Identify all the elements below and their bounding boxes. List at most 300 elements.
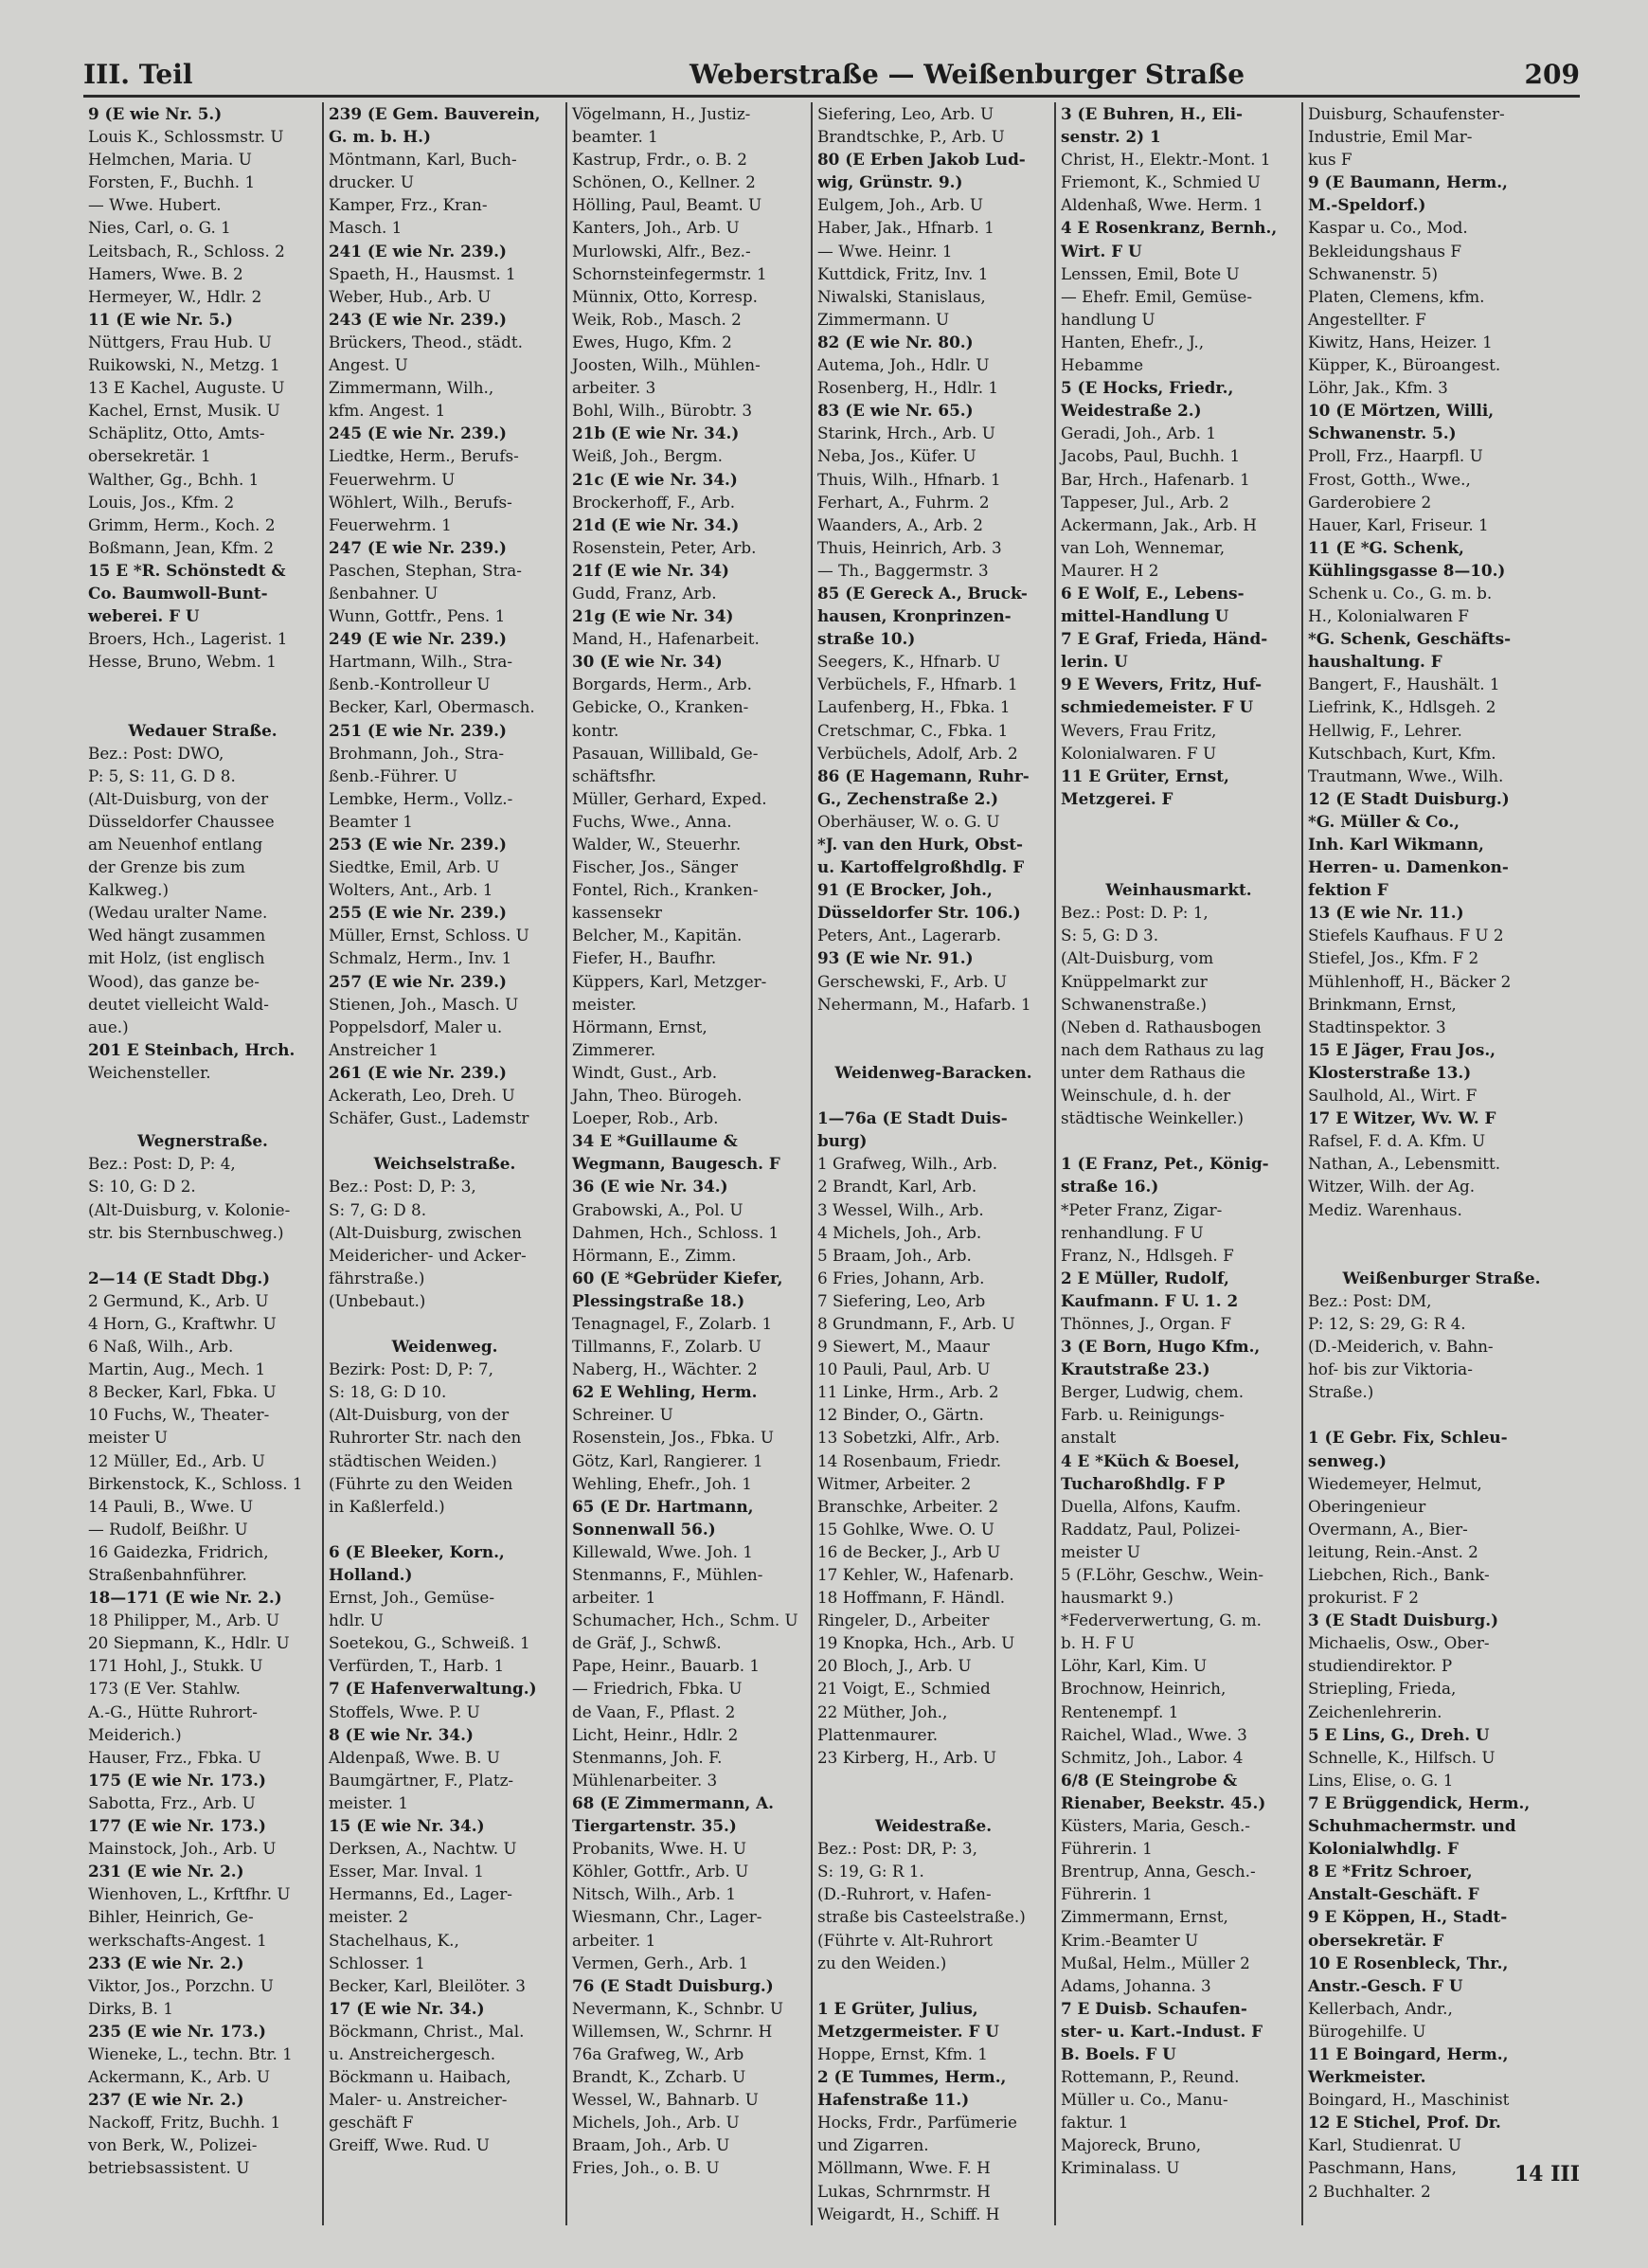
directory-entry-line: Hafenstraße 11.): [817, 2090, 970, 2110]
directory-entry-line: (Alt-Duisburg, v. Kolonie-: [88, 1199, 291, 1219]
directory-entry-line: Wed hängt zusammen: [88, 926, 266, 945]
directory-entry-line: 9 E Köppen, H., Stadt-: [1308, 1907, 1508, 1927]
directory-entry-line: Dahmen, Hch., Schloss. 1: [572, 1222, 779, 1242]
directory-entry-line: Garderobiere 2: [1308, 492, 1432, 512]
directory-entry-line: 21d (E wie Nr. 34.): [572, 514, 740, 534]
directory-entry-line: Hermanns, Ed., Lager-: [329, 1884, 512, 1904]
directory-entry-line: Kaufmann. F U. 1. 2: [1061, 1290, 1239, 1310]
directory-entry-line: Oberhäuser, W. o. G. U: [817, 811, 1000, 831]
directory-entry-line: Murlowski, Alfr., Bez.-: [572, 241, 751, 261]
directory-entry-line: Angest. U: [329, 355, 408, 375]
directory-entry-line: [817, 1791, 1049, 1814]
directory-entry-line: 30 (E wie Nr. 34): [572, 652, 723, 672]
directory-entry-line: Witzer, Wilh. der Ag.: [1308, 1177, 1476, 1197]
directory-entry-line: 22 Müther, Joh.,: [817, 1701, 948, 1721]
directory-entry-line: Gudd, Franz, Arb.: [572, 583, 717, 603]
directory-entry-line: Witmer, Arbeiter. 2: [817, 1473, 972, 1493]
directory-entry-line: Mediz. Warenhaus.: [1308, 1199, 1462, 1219]
directory-entry-line: Braam, Joh., Arb. U: [572, 2135, 730, 2155]
directory-entry-line: 23 Kirberg, H., Arb. U: [817, 1747, 997, 1767]
directory-entry-line: Kachel, Ernst, Musik. U: [88, 401, 280, 421]
directory-entry-line: Eulgem, Joh., Arb. U: [817, 195, 984, 215]
directory-entry-line: Tappeser, Jul., Arb. 2: [1061, 492, 1229, 512]
directory-entry-line: (Führte v. Alt-Ruhrort: [817, 1930, 994, 1950]
directory-entry-line: [1308, 1244, 1575, 1267]
directory-entry-line: 245 (E wie Nr. 239.): [329, 423, 507, 443]
directory-entry-line: Schreiner. U: [572, 1405, 673, 1425]
directory-entry-line: 5 (F.Löhr, Geschw., Wein-: [1061, 1565, 1264, 1584]
directory-entry-line: prokurist. F 2: [1308, 1588, 1419, 1608]
directory-entry-line: senstr. 2) 1: [1061, 127, 1161, 147]
directory-entry-line: Wolters, Ant., Arb. 1: [329, 880, 493, 900]
directory-entry-line: lerin. U: [1061, 652, 1128, 672]
directory-entry-line: — Wwe. Heinr. 1: [817, 241, 953, 261]
directory-entry-line: *G. Müller & Co.,: [1308, 811, 1460, 831]
directory-entry-line: 231 (E wie Nr. 2.): [88, 1862, 244, 1881]
directory-entry-line: 16 de Becker, J., Arb U: [817, 1541, 1001, 1561]
directory-entry-line: Kriminalass. U: [1061, 2158, 1180, 2178]
directory-entry-line: 14 Rosenbaum, Friedr.: [817, 1450, 1002, 1470]
directory-entry-line: 7 E Brüggendick, Herm.,: [1308, 1792, 1531, 1812]
directory-entry-line: Ackerath, Leo, Dreh. U: [329, 1086, 515, 1106]
directory-entry-line: Düsseldorfer Chaussee: [88, 811, 275, 831]
directory-entry-line: Lins, Elise, o. G. 1: [1308, 1770, 1454, 1790]
directory-entry-line: [329, 1312, 561, 1335]
directory-entry-line: fektion F: [1308, 880, 1388, 900]
directory-entry-line: Neba, Jos., Küfer. U: [817, 446, 976, 466]
directory-entry-line: Hesse, Bruno, Webm. 1: [88, 652, 277, 672]
directory-entry-line: 1 (E Franz, Pet., König-: [1061, 1154, 1269, 1174]
directory-entry-line: Siedtke, Emil, Arb. U: [329, 857, 500, 877]
directory-entry-line: 76 (E Stadt Duisburg.): [572, 1975, 774, 1995]
directory-entry-line: 20 Bloch, J., Arb. U: [817, 1656, 972, 1676]
directory-entry-line: u. Kartoffelgroßhdlg. F: [817, 857, 1025, 877]
directory-entry-line: Stenmanns, F., Mühlen-: [572, 1565, 763, 1584]
directory-entry-line: Böckmann, Christ., Mal.: [329, 2021, 525, 2041]
column-2: [324, 102, 567, 2225]
directory-entry-line: Vermen, Gerh., Arb. 1: [572, 1953, 749, 1972]
directory-entry-line: Schwanenstr. 5.): [1308, 423, 1457, 443]
directory-entry-line: Bürogehilfe. U: [1308, 2021, 1426, 2041]
directory-entry-line: Lembke, Herm., Vollz.-: [329, 788, 513, 808]
directory-entry-line: Bohl, Wilh., Bürobtr. 3: [572, 401, 753, 421]
directory-entry-line: hausmarkt 9.): [1061, 1588, 1173, 1608]
directory-entry-line: Feuerwehrm. 1: [329, 514, 452, 534]
directory-entry-line: von Berk, W., Polizei-: [88, 2135, 258, 2155]
directory-entry-line: Rosenberg, H., Hdlr. 1: [817, 378, 999, 398]
directory-entry-line: 5 E Lins, G., Dreh. U: [1308, 1724, 1490, 1744]
directory-entry-line: Becker, Karl, Obermasch.: [329, 697, 535, 717]
directory-entry-line: Götz, Karl, Rangierer. 1: [572, 1450, 763, 1470]
directory-entry-line: 7 Siefering, Leo, Arb: [817, 1290, 986, 1310]
street-heading: Weidestraße.: [874, 1816, 993, 1836]
directory-entry-line: 91 (E Brocker, Joh.,: [817, 880, 993, 900]
directory-entry-line: Knüppelmarkt zur: [1061, 971, 1208, 991]
directory-entry-line: Metzgermeister. F U: [817, 2021, 999, 2041]
directory-entry-line: Helmchen, Maria. U: [88, 150, 252, 170]
directory-entry-line: 82 (E wie Nr. 80.): [817, 332, 974, 351]
directory-entry-line: Bez.: Post: D, P: 3,: [329, 1177, 476, 1197]
directory-entry-line: 15 E Jäger, Frau Jos.,: [1308, 1039, 1496, 1059]
directory-entry-line: Naberg, H., Wächter. 2: [572, 1359, 758, 1379]
directory-entry-line: b. H. F U: [1061, 1633, 1135, 1653]
directory-entry-line: 86 (E Hagemann, Ruhr-: [817, 765, 1030, 785]
directory-entry-line: 2 (E Tummes, Herm.,: [817, 2067, 1007, 2087]
directory-entry-line: straße 10.): [817, 629, 916, 649]
directory-entry-line: Tiergartenstr. 35.): [572, 1816, 737, 1836]
directory-entry-line: Siefering, Leo, Arb. U: [817, 104, 994, 123]
directory-entry-line: Rafsel, F. d. A. Kfm. U: [1308, 1131, 1486, 1151]
directory-entry-line: Hauser, Frz., Fbka. U: [88, 1747, 261, 1767]
directory-entry-line: Brohmann, Joh., Stra-: [329, 743, 505, 763]
directory-entry-line: Hermeyer, W., Hdlr. 2: [88, 286, 262, 306]
directory-entry-line: str. bis Sternbuschweg.): [88, 1222, 284, 1242]
directory-entry-line: Franz, N., Hdlsgeh. F: [1061, 1245, 1234, 1265]
directory-entry-line: Wienhoven, L., Krftfhr. U: [88, 1884, 291, 1904]
directory-entry-line: Tillmanns, F., Zolarb. U: [572, 1337, 761, 1357]
directory-entry-line: 68 (E Zimmermann, A.: [572, 1792, 775, 1812]
directory-entry-line: [817, 1769, 1049, 1791]
directory-entry-line: Probanits, Wwe. H. U: [572, 1839, 747, 1859]
directory-entry-line: — Ehefr. Emil, Gemüse-: [1061, 286, 1252, 306]
street-heading: Weidenweg.: [391, 1337, 498, 1357]
directory-entry-line: Führerin. 1: [1061, 1884, 1153, 1904]
directory-entry-line: 173 (E Ver. Stahlw.: [88, 1679, 241, 1699]
directory-entry-line: Herren- u. Damenkon-: [1308, 857, 1509, 877]
directory-entry-line: *Peter Franz, Zigar-: [1061, 1199, 1223, 1219]
directory-entry-line: 1 E Grüter, Julius,: [817, 1998, 978, 2018]
directory-entry-line: Berger, Ludwig, chem.: [1061, 1382, 1245, 1402]
directory-entry-line: Werkmeister.: [1308, 2067, 1426, 2087]
directory-entry-line: (Alt-Duisburg, zwischen: [329, 1222, 522, 1242]
directory-entry-line: Gebicke, O., Kranken-: [572, 697, 749, 717]
directory-entry-line: Verbüchels, F., Hfnarb. 1: [817, 675, 1018, 694]
directory-entry-line: Schäplitz, Otto, Amts-: [88, 423, 265, 443]
directory-entry-line: Sabotta, Frz., Arb. U: [88, 1792, 256, 1812]
directory-entry-line: Fiefer, H., Baufhr.: [572, 948, 717, 968]
directory-entry-line: der Grenze bis zum: [88, 857, 245, 877]
directory-entry-line: Hebamme: [1061, 355, 1144, 375]
directory-entry-line: [88, 1107, 317, 1129]
directory-entry-line: 7 E Duisb. Schaufen-: [1061, 1998, 1247, 2018]
directory-entry-line: ßenb.-Führer. U: [329, 765, 457, 785]
directory-entry-line: Stenmanns, Joh. F.: [572, 1747, 723, 1767]
directory-entry-line: Proll, Frz., Haarpfl. U: [1308, 446, 1483, 466]
directory-entry-line: Löhr, Karl, Kim. U: [1061, 1656, 1208, 1676]
directory-entry-line: Viktor, Jos., Porzchn. U: [88, 1975, 274, 1995]
directory-entry-line: 251 (E wie Nr. 239.): [329, 720, 507, 740]
directory-entry-line: Brochnow, Heinrich,: [1061, 1679, 1227, 1699]
directory-entry-line: Stoffels, Wwe. P. U: [329, 1701, 480, 1721]
directory-entry-line: Müller u. Co., Manu-: [1061, 2090, 1228, 2110]
directory-entry-line: Dirks, B. 1: [88, 1998, 173, 2018]
directory-entry-line: *Federverwertung, G. m.: [1061, 1611, 1262, 1630]
directory-entry-line: Brandtschke, P., Arb. U: [817, 127, 1005, 147]
directory-entry-line: Weinschule, d. h. der: [1061, 1086, 1231, 1106]
directory-entry-line: Schlosser. 1: [329, 1953, 425, 1972]
directory-entry-line: Schumacher, Hch., Schm. U: [572, 1611, 798, 1630]
directory-entry-line: (Alt-Duisburg, von der: [88, 788, 269, 808]
directory-entry-line: Plessingstraße 18.): [572, 1290, 745, 1310]
directory-entry-line: Rentenempf. 1: [1061, 1701, 1179, 1721]
page-number: 209: [1524, 59, 1580, 90]
directory-entry-line: ster- u. Kart.-Indust. F: [1061, 2021, 1263, 2041]
directory-entry-line: Schuhmachermstr. und: [1308, 1816, 1516, 1836]
directory-entry-line: G., Zechenstraße 2.): [817, 788, 999, 808]
directory-entry-line: Maurer. H 2: [1061, 560, 1159, 580]
directory-entry-line: 36 (E wie Nr. 34.): [572, 1177, 728, 1197]
directory-entry-line: Fries, Joh., o. B. U: [572, 2158, 720, 2178]
directory-entry-line: Müller, Gerhard, Exped.: [572, 788, 767, 808]
directory-entry-line: kassensekr: [572, 903, 662, 923]
directory-entry-line: Kühlingsgasse 8—10.): [1308, 560, 1506, 580]
directory-entry-line: Schwanenstraße.): [1061, 994, 1208, 1014]
directory-entry-line: 11 E Grüter, Ernst,: [1061, 765, 1229, 785]
directory-entry-line: nach dem Rathaus zu lag: [1061, 1039, 1264, 1059]
directory-entry-line: meister U: [1061, 1541, 1140, 1561]
directory-entry-line: 14 Pauli, B., Wwe. U: [88, 1496, 254, 1516]
directory-entry-line: 175 (E wie Nr. 173.): [88, 1770, 266, 1790]
directory-entry-line: Walther, Gg., Bchh. 1: [88, 469, 260, 489]
street-heading: Weidenweg-Baracken.: [834, 1062, 1032, 1082]
directory-entry-line: 249 (E wie Nr. 239.): [329, 629, 507, 649]
directory-entry-line: Tucharoßhdlg. F P: [1061, 1473, 1226, 1493]
directory-entry-line: 13 Sobetzki, Alfr., Arb.: [817, 1428, 1000, 1448]
directory-entry-line: 15 Gohlke, Wwe. O. U: [817, 1519, 994, 1539]
directory-entry-line: 8 E *Fritz Schroer,: [1308, 1862, 1473, 1881]
directory-entry-line: Hamers, Wwe. B. 2: [88, 263, 243, 283]
directory-entry-line: Nies, Carl, o. G. 1: [88, 218, 231, 238]
directory-entry-line: Soetekou, G., Schweiß. 1: [329, 1633, 530, 1653]
street-heading: Wegnerstraße.: [137, 1131, 268, 1151]
directory-entry-line: kontr.: [572, 720, 619, 740]
directory-entry-line: geschäft F: [329, 2113, 414, 2133]
directory-entry-line: schmiedemeister. F U: [1061, 697, 1254, 717]
directory-entry-line: Bangert, F., Haushält. 1: [1308, 675, 1500, 694]
directory-entry-line: Mühlenarbeiter. 3: [572, 1770, 718, 1790]
directory-entry-line: 233 (E wie Nr. 2.): [88, 1953, 244, 1972]
directory-entry-line: Feuerwehrm. U: [329, 469, 456, 489]
directory-entry-line: Raddatz, Paul, Polizei-: [1061, 1519, 1241, 1539]
directory-entry-line: Bezirk: Post: D, P: 7,: [329, 1359, 493, 1379]
directory-entry-line: Paschmann, Hans,: [1308, 2158, 1457, 2178]
directory-entry-line: Mühlenhoff, H., Bäcker 2: [1308, 971, 1512, 991]
directory-entry-line: 9 (E Baumann, Herm.,: [1308, 172, 1508, 192]
directory-entry-line: Peters, Ant., Lagerarb.: [817, 926, 1002, 945]
directory-entry-line: werkschafts-Angest. 1: [88, 1930, 267, 1950]
directory-entry-line: Forsten, F., Buchh. 1: [88, 172, 256, 192]
directory-entry-line: A.-G., Hütte Ruhrort-: [88, 1701, 258, 1721]
directory-entry-line: Metzgerei. F: [1061, 788, 1173, 808]
directory-entry-line: Küsters, Maria, Gesch.-: [1061, 1816, 1250, 1836]
directory-entry-line: 239 (E Gem. Bauverein,: [329, 104, 541, 123]
directory-entry-line: Fontel, Rich., Kranken-: [572, 880, 759, 900]
directory-entry-line: 6/8 (E Steingrobe &: [1061, 1770, 1238, 1790]
directory-entry-line: 34 E *Guillaume &: [572, 1131, 738, 1151]
directory-entry-line: Weichensteller.: [88, 1062, 211, 1082]
directory-entry-line: Ernst, Joh., Gemüse-: [329, 1588, 495, 1608]
directory-entry-line: kus F: [1308, 150, 1352, 170]
directory-entry-line: G. m. b. H.): [329, 127, 431, 147]
directory-entry-line: Kalkweg.): [88, 880, 169, 900]
directory-entry-line: Willemsen, W., Schrnr. H: [572, 2021, 773, 2041]
directory-entry-line: Brandt, K., Zcharb. U: [572, 2067, 746, 2087]
directory-entry-line: Jahn, Theo. Bürogeh.: [572, 1086, 743, 1106]
directory-entry-line: meister.: [572, 994, 637, 1014]
directory-entry-line: leitung, Rein.-Anst. 2: [1308, 1541, 1478, 1561]
directory-entry-line: Kutschbach, Kurt, Kfm.: [1308, 743, 1496, 763]
column-5: [1056, 102, 1303, 2225]
directory-entry-line: — Th., Baggermstr. 3: [817, 560, 989, 580]
directory-entry-line: Wessel, W., Bahnarb. U: [572, 2090, 759, 2110]
directory-entry-line: 17 E Witzer, Wv. W. F: [1308, 1108, 1496, 1128]
directory-entry-line: Pape, Heinr., Bauarb. 1: [572, 1656, 761, 1676]
directory-entry-line: Broers, Hch., Lagerist. 1: [88, 629, 288, 649]
directory-entry-line: Michels, Joh., Arb. U: [572, 2113, 740, 2133]
directory-entry-line: Poppelsdorf, Maler u.: [329, 1017, 503, 1036]
directory-entry-line: 243 (E wie Nr. 239.): [329, 309, 507, 329]
directory-entry-line: Frost, Gotth., Wwe.,: [1308, 469, 1471, 489]
directory-entry-line: Liebchen, Rich., Bank-: [1308, 1565, 1490, 1584]
directory-entry-line: [88, 673, 317, 695]
directory-entry-line: [329, 1129, 561, 1152]
directory-entry-line: Borgards, Herm., Arb.: [572, 675, 752, 694]
directory-entry-line: aue.): [88, 1017, 129, 1036]
directory-entry-line: 2—14 (E Stadt Dbg.): [88, 1268, 271, 1287]
directory-entry-line: 17 Kehler, W., Hafenarb.: [817, 1565, 1014, 1584]
directory-entry-line: 235 (E wie Nr. 173.): [88, 2021, 266, 2041]
directory-entry-line: Bez.: Post: DM,: [1308, 1290, 1432, 1310]
directory-entry-line: 6 Fries, Johann, Arb.: [817, 1268, 985, 1287]
column-4: [813, 102, 1056, 2225]
directory-entry-line: (Wedau uralter Name.: [88, 903, 268, 923]
directory-entry-line: betriebsassistent. U: [88, 2158, 250, 2178]
directory-columns: [83, 102, 1580, 2223]
directory-entry-line: Waanders, A., Arb. 2: [817, 514, 983, 534]
directory-entry-line: 8 Grundmann, F., Arb. U: [817, 1313, 1015, 1333]
directory-entry-line: Düsseldorfer Str. 106.): [817, 903, 1021, 923]
directory-entry-line: 6 Naß, Wilh., Arb.: [88, 1337, 234, 1357]
directory-entry-line: 8 (E wie Nr. 34.): [329, 1724, 474, 1744]
directory-entry-line: Zimmerer.: [572, 1039, 656, 1059]
directory-entry-line: straße bis Casteelstraße.): [817, 1907, 1026, 1927]
directory-entry-line: renhandlung. F U: [1061, 1222, 1204, 1242]
directory-entry-line: Weik, Rob., Masch. 2: [572, 309, 742, 329]
directory-entry-line: 241 (E wie Nr. 239.): [329, 241, 507, 261]
directory-entry-line: Hoppe, Ernst, Kfm. 1: [817, 2043, 988, 2063]
directory-entry-line: Meidericher- und Acker-: [329, 1245, 527, 1265]
street-heading: Weißenburger Straße.: [1342, 1268, 1541, 1287]
directory-entry-line: wig, Grünstr. 9.): [817, 172, 963, 192]
directory-entry-line: Walder, W., Steuerhr.: [572, 835, 742, 854]
directory-entry-line: [817, 1084, 1049, 1107]
directory-entry-line: Loeper, Rob., Arb.: [572, 1108, 719, 1128]
directory-entry-line: Böckmann u. Haibach,: [329, 2067, 511, 2087]
directory-entry-line: drucker. U: [329, 172, 415, 192]
directory-entry-line: Co. Baumwoll-Bunt-: [88, 583, 268, 603]
directory-entry-line: Führerin. 1: [1061, 1839, 1153, 1859]
directory-entry-line: obersekretär. 1: [88, 446, 211, 466]
directory-entry-line: Liefrink, K., Hdlsgeh. 2: [1308, 697, 1496, 717]
street-heading: Weichselstraße.: [373, 1154, 516, 1174]
directory-entry-line: 10 (E Mörtzen, Willi,: [1308, 401, 1495, 421]
column-3: [567, 102, 813, 2225]
directory-entry-line: Christ, H., Elektr.-Mont. 1: [1061, 150, 1271, 170]
directory-entry-line: [1308, 1403, 1575, 1426]
directory-entry-line: handlung U: [1061, 309, 1155, 329]
directory-entry-line: Derksen, A., Nachtw. U: [329, 1839, 517, 1859]
directory-entry-line: Ewes, Hugo, Kfm. 2: [572, 332, 732, 351]
directory-entry-line: 2 Buchhalter. 2: [1308, 2181, 1431, 2201]
directory-entry-line: (Unbebaut.): [329, 1290, 426, 1310]
directory-entry-line: Killewald, Wwe. Joh. 1: [572, 1541, 753, 1561]
directory-entry-line: Spaeth, H., Hausmst. 1: [329, 263, 516, 283]
directory-entry-line: 62 E Wehling, Herm.: [572, 1382, 758, 1402]
directory-entry-line: 85 (E Gereck A., Bruck-: [817, 583, 1028, 603]
directory-entry-line: Stachelhaus, K.,: [329, 1930, 459, 1950]
directory-entry-line: 237 (E wie Nr. 2.): [88, 2090, 244, 2110]
directory-entry-line: [1061, 855, 1297, 878]
directory-entry-line: 247 (E wie Nr. 239.): [329, 537, 507, 557]
directory-entry-line: meister. 2: [329, 1907, 409, 1927]
directory-entry-line: meister U: [88, 1428, 168, 1448]
directory-entry-line: Mainstock, Joh., Arb. U: [88, 1839, 277, 1859]
directory-entry-line: Nathan, A., Lebensmitt.: [1308, 1154, 1501, 1174]
directory-entry-line: 17 (E wie Nr. 34.): [329, 1998, 485, 2018]
directory-entry-line: 12 Müller, Ed., Arb. U: [88, 1450, 265, 1470]
directory-entry-line: schäftsfhr.: [572, 765, 656, 785]
directory-entry-line: Schornsteinfegermstr. 1: [572, 263, 767, 283]
directory-entry-line: zu den Weiden.): [817, 1953, 947, 1972]
directory-entry-line: Beamter 1: [329, 811, 413, 831]
directory-entry-line: [88, 1244, 317, 1267]
directory-entry-line: Nüttgers, Frau Hub. U: [88, 332, 272, 351]
directory-entry-line: Straßenbahnführer.: [88, 1565, 247, 1584]
directory-entry-line: Hocks, Frdr., Parfümerie: [817, 2113, 1017, 2133]
directory-entry-line: 1—76a (E Stadt Duis-: [817, 1108, 1008, 1128]
directory-entry-line: [817, 1016, 1049, 1038]
directory-entry-line: Cretschmar, C., Fbka. 1: [817, 720, 1009, 740]
directory-entry-line: [88, 1084, 317, 1107]
directory-entry-line: Möllmann, Wwe. F. H: [817, 2158, 991, 2178]
directory-entry-line: Weber, Hub., Arb. U: [329, 286, 492, 306]
directory-entry-line: Schwanenstr. 5): [1308, 263, 1439, 283]
directory-entry-line: Licht, Heinr., Hdlr. 2: [572, 1724, 739, 1744]
directory-entry-line: Münnix, Otto, Korresp.: [572, 286, 758, 306]
directory-entry-line: Trautmann, Wwe., Wilh.: [1308, 765, 1504, 785]
directory-entry-line: 76a Grafweg, W., Arb: [572, 2043, 744, 2063]
directory-entry-line: deutet vielleicht Wald-: [88, 994, 269, 1014]
directory-entry-line: Hanten, Ehefr., J.,: [1061, 332, 1205, 351]
directory-entry-line: Weidestraße 2.): [1061, 401, 1202, 421]
directory-entry-line: u. Anstreichergesch.: [329, 2043, 496, 2063]
directory-entry-line: Platen, Clemens, kfm.: [1308, 286, 1485, 306]
directory-entry-line: 5 Braam, Joh., Arb.: [817, 1245, 972, 1265]
signature-mark: 14 III: [1514, 2162, 1580, 2187]
directory-entry-line: 5 (E Hocks, Friedr.,: [1061, 378, 1234, 398]
directory-entry-line: straße 16.): [1061, 1177, 1159, 1197]
directory-entry-line: 3 (E Buhren, H., Eli-: [1061, 104, 1243, 123]
directory-entry-line: städtischen Weiden.): [329, 1450, 497, 1470]
directory-entry-line: 10 Pauli, Paul, Arb. U: [817, 1359, 991, 1379]
directory-entry-line: Holland.): [329, 1565, 413, 1584]
directory-entry-line: 261 (E wie Nr. 239.): [329, 1062, 507, 1082]
directory-entry-line: ßenbahner. U: [329, 583, 439, 603]
directory-entry-line: Lukas, Schrnrmstr. H: [817, 2181, 991, 2201]
directory-entry-line: Louis, Jos., Kfm. 2: [88, 492, 235, 512]
directory-entry-line: 4 Michels, Joh., Arb.: [817, 1222, 982, 1242]
directory-entry-line: S: 7, G: D 8.: [329, 1199, 427, 1219]
